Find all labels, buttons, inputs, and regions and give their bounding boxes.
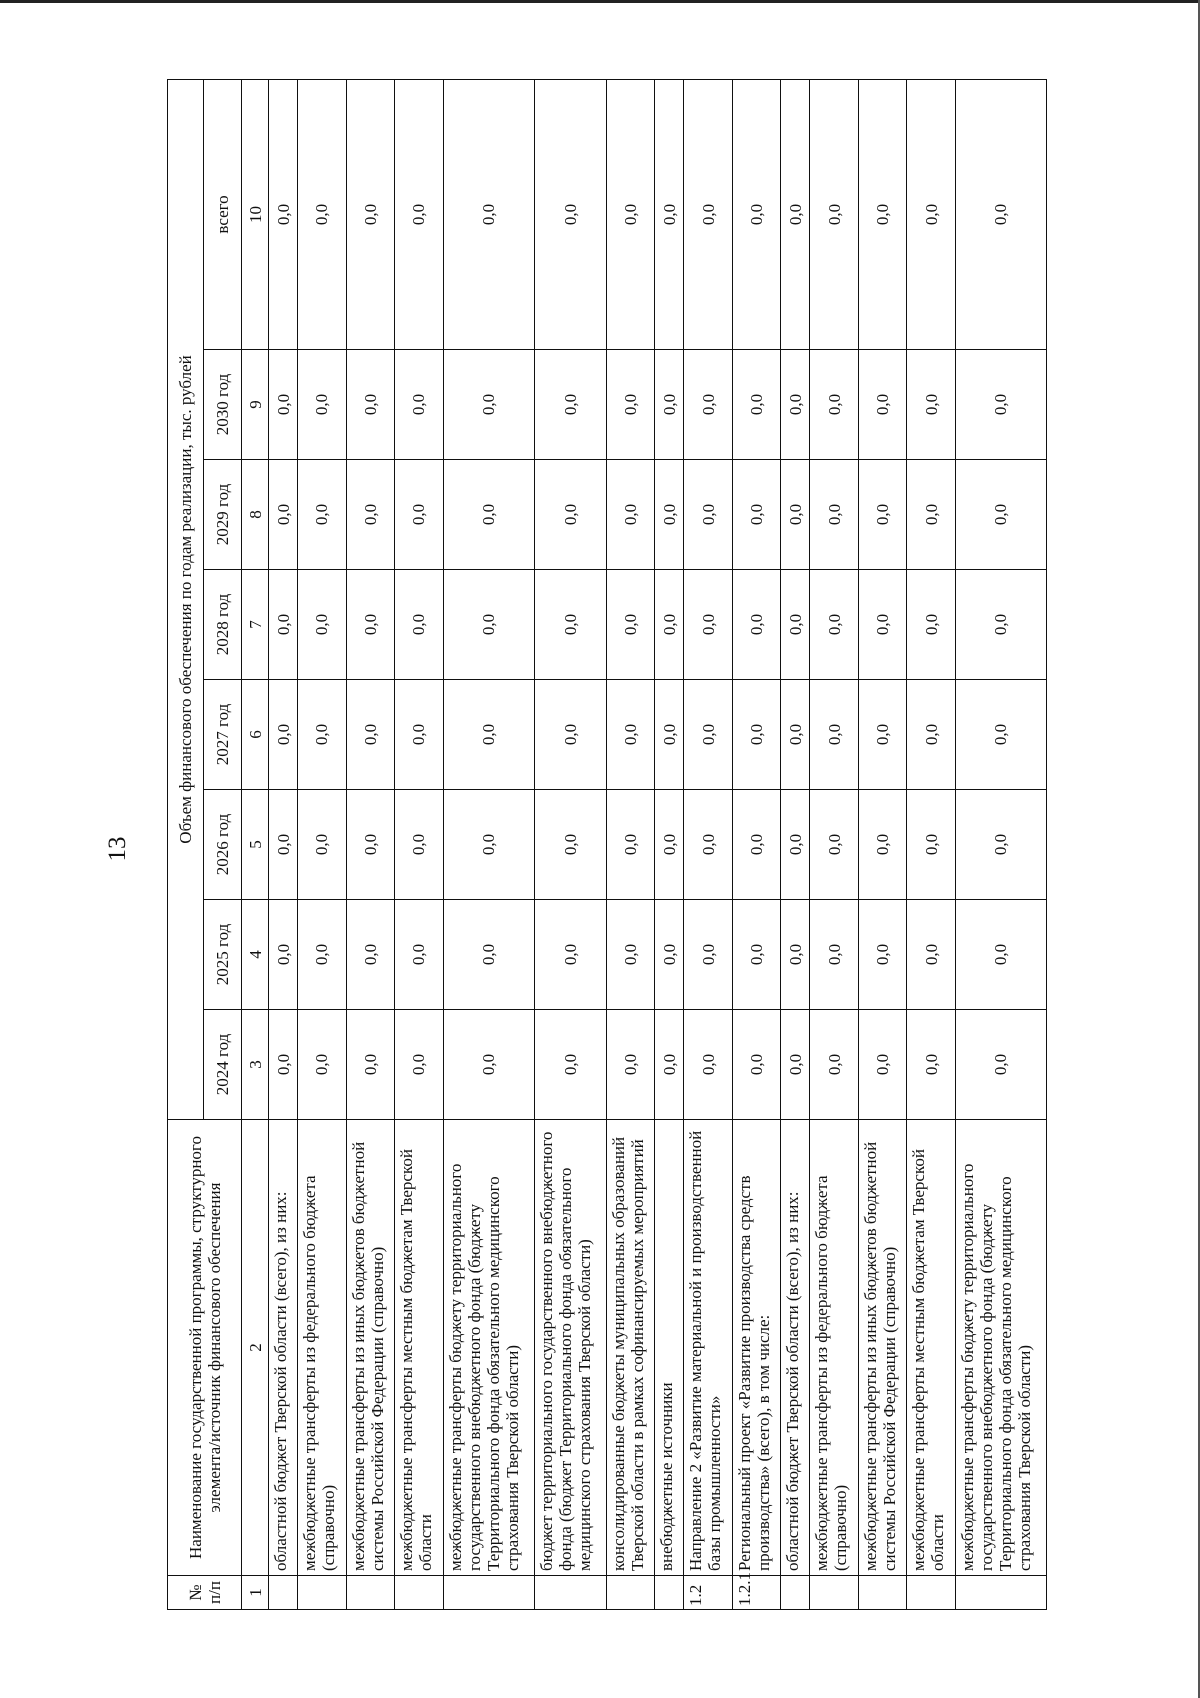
header-year: всего <box>204 79 242 349</box>
row-value: 0,0 <box>395 350 443 460</box>
row-value: 0,0 <box>346 790 394 900</box>
row-value: 0,0 <box>955 1010 1046 1120</box>
row-value: 0,0 <box>443 1010 534 1120</box>
row-value: 0,0 <box>395 1010 443 1120</box>
row-value: 0,0 <box>781 460 810 570</box>
row-index <box>606 1576 654 1610</box>
row-name: межбюджетные трансферты бюджету территориального государственного внебюджетного фонда (бюджету Территориального фонда обязательного медицинского страхования Тверской области) <box>955 1120 1046 1576</box>
table-row <box>858 79 906 1609</box>
row-value: 0,0 <box>298 350 346 460</box>
row-value: 0,0 <box>655 570 684 680</box>
row-value: 0,0 <box>655 350 684 460</box>
table-row <box>655 79 684 1609</box>
row-value: 0,0 <box>858 1010 906 1120</box>
row-name: межбюджетные трансферты из федерального бюджета (справочно) <box>298 1120 346 1576</box>
row-value: 0,0 <box>955 570 1046 680</box>
row-value: 0,0 <box>781 350 810 460</box>
row-value: 0,0 <box>395 460 443 570</box>
row-value: 0,0 <box>534 1010 606 1120</box>
column-number: 8 <box>242 460 269 570</box>
row-value: 0,0 <box>269 570 298 680</box>
row-name: Направление 2 «Развитие материальной и производственной базы промышленности» <box>684 1120 732 1576</box>
page-number: 13 <box>104 836 131 862</box>
row-value: 0,0 <box>810 900 858 1010</box>
row-value: 0,0 <box>534 790 606 900</box>
table-header <box>168 79 242 1609</box>
row-value: 0,0 <box>269 900 298 1010</box>
row-value: 0,0 <box>269 350 298 460</box>
table-row <box>907 79 955 1609</box>
row-index <box>781 1576 810 1610</box>
row-value: 0,0 <box>858 350 906 460</box>
table-row <box>732 79 780 1609</box>
row-value: 0,0 <box>443 900 534 1010</box>
row-value: 0,0 <box>655 900 684 1010</box>
row-index <box>443 1576 534 1610</box>
row-value: 0,0 <box>781 680 810 790</box>
table-row <box>955 79 1046 1609</box>
row-value: 0,0 <box>810 680 858 790</box>
row-value: 0,0 <box>858 79 906 349</box>
row-value: 0,0 <box>781 790 810 900</box>
table-body <box>242 79 1047 1609</box>
table-row <box>443 79 534 1609</box>
row-value: 0,0 <box>732 790 780 900</box>
row-value: 0,0 <box>858 790 906 900</box>
row-value: 0,0 <box>443 790 534 900</box>
row-value: 0,0 <box>298 1010 346 1120</box>
row-index: 1.2.1 <box>732 1576 780 1610</box>
row-index <box>655 1576 684 1610</box>
row-value: 0,0 <box>443 680 534 790</box>
header-year: 2028 год <box>204 570 242 680</box>
row-value: 0,0 <box>606 900 654 1010</box>
row-value: 0,0 <box>269 460 298 570</box>
header-year: 2024 год <box>204 1010 242 1120</box>
header-row-top <box>168 79 204 1609</box>
row-value: 0,0 <box>810 350 858 460</box>
column-number: 1 <box>242 1576 269 1610</box>
row-value: 0,0 <box>269 790 298 900</box>
row-value: 0,0 <box>732 570 780 680</box>
row-value: 0,0 <box>395 790 443 900</box>
row-value: 0,0 <box>955 790 1046 900</box>
row-value: 0,0 <box>955 900 1046 1010</box>
row-value: 0,0 <box>395 680 443 790</box>
row-value: 0,0 <box>298 680 346 790</box>
financing-table <box>167 79 1047 1610</box>
row-value: 0,0 <box>732 680 780 790</box>
row-value: 0,0 <box>732 1010 780 1120</box>
row-value: 0,0 <box>955 460 1046 570</box>
row-value: 0,0 <box>606 680 654 790</box>
table-row <box>534 79 606 1609</box>
row-value: 0,0 <box>907 460 955 570</box>
row-name: межбюджетные трансферты бюджету территориального государственного внебюджетного фонда (бюджету Территориального фонда обязательного медицинского страхования Тверской области) <box>443 1120 534 1576</box>
row-value: 0,0 <box>269 1010 298 1120</box>
table-row <box>606 79 654 1609</box>
row-value: 0,0 <box>858 570 906 680</box>
row-value: 0,0 <box>655 1010 684 1120</box>
row-value: 0,0 <box>269 680 298 790</box>
row-value: 0,0 <box>858 900 906 1010</box>
row-value: 0,0 <box>534 570 606 680</box>
row-name: Региональный проект «Развитие производства средств производства» (всего), в том числе: <box>732 1120 780 1576</box>
row-value: 0,0 <box>684 1010 732 1120</box>
row-value: 0,0 <box>781 900 810 1010</box>
column-number: 6 <box>242 680 269 790</box>
row-value: 0,0 <box>655 680 684 790</box>
row-value: 0,0 <box>810 790 858 900</box>
row-value: 0,0 <box>907 350 955 460</box>
row-value: 0,0 <box>443 460 534 570</box>
column-number: 7 <box>242 570 269 680</box>
row-value: 0,0 <box>781 570 810 680</box>
row-value: 0,0 <box>269 79 298 349</box>
row-value: 0,0 <box>955 79 1046 349</box>
row-value: 0,0 <box>655 460 684 570</box>
row-value: 0,0 <box>298 790 346 900</box>
row-value: 0,0 <box>684 680 732 790</box>
header-volume-group: Объем финансового обеспечения по годам реализации, тыс. рублей <box>168 79 204 1119</box>
row-value: 0,0 <box>907 1010 955 1120</box>
row-value: 0,0 <box>684 900 732 1010</box>
row-value: 0,0 <box>298 570 346 680</box>
row-value: 0,0 <box>346 1010 394 1120</box>
row-value: 0,0 <box>346 900 394 1010</box>
row-value: 0,0 <box>781 79 810 349</box>
row-value: 0,0 <box>907 900 955 1010</box>
row-value: 0,0 <box>346 570 394 680</box>
row-name: бюджет территориального государственного внебюджетного фонда (бюджет Территориального фонда обязательного медицинского страхования Тверской области) <box>534 1120 606 1576</box>
row-value: 0,0 <box>443 570 534 680</box>
column-number: 3 <box>242 1010 269 1120</box>
row-name: областной бюджет Тверской области (всего), из них: <box>781 1120 810 1576</box>
row-value: 0,0 <box>810 460 858 570</box>
row-name: межбюджетные трансферты из федерального бюджета (справочно) <box>810 1120 858 1576</box>
row-name: областной бюджет Тверской области (всего), из них: <box>269 1120 298 1576</box>
table-row <box>781 79 810 1609</box>
row-value: 0,0 <box>395 570 443 680</box>
row-value: 0,0 <box>810 570 858 680</box>
table-row <box>346 79 394 1609</box>
row-index <box>534 1576 606 1610</box>
row-value: 0,0 <box>907 790 955 900</box>
row-name: внебюджетные источники <box>655 1120 684 1576</box>
row-value: 0,0 <box>395 79 443 349</box>
row-index <box>858 1576 906 1610</box>
header-year: 2025 год <box>204 900 242 1010</box>
row-value: 0,0 <box>606 790 654 900</box>
row-index <box>810 1576 858 1610</box>
row-value: 0,0 <box>346 350 394 460</box>
row-value: 0,0 <box>606 460 654 570</box>
row-name: межбюджетные трансферты из иных бюджетов бюджетной системы Российской Федерации (справочно) <box>346 1120 394 1576</box>
rotated-table-wrapper <box>167 80 1047 1610</box>
row-value: 0,0 <box>684 790 732 900</box>
row-index <box>269 1576 298 1610</box>
row-value: 0,0 <box>298 900 346 1010</box>
header-year: 2029 год <box>204 460 242 570</box>
row-value: 0,0 <box>346 460 394 570</box>
table-row <box>298 79 346 1609</box>
row-index: 1.2 <box>684 1576 732 1610</box>
row-name: межбюджетные трансферты местным бюджетам Тверской области <box>907 1120 955 1576</box>
row-value: 0,0 <box>732 350 780 460</box>
row-value: 0,0 <box>781 1010 810 1120</box>
row-index <box>907 1576 955 1610</box>
row-value: 0,0 <box>655 790 684 900</box>
row-value: 0,0 <box>534 680 606 790</box>
scan-edge-top <box>0 0 1200 3</box>
row-value: 0,0 <box>684 460 732 570</box>
column-numbers-row <box>242 79 269 1609</box>
row-value: 0,0 <box>443 350 534 460</box>
row-value: 0,0 <box>606 350 654 460</box>
row-value: 0,0 <box>534 460 606 570</box>
row-value: 0,0 <box>346 680 394 790</box>
row-value: 0,0 <box>684 350 732 460</box>
column-number: 5 <box>242 790 269 900</box>
column-number: 10 <box>242 79 269 349</box>
row-value: 0,0 <box>907 570 955 680</box>
row-value: 0,0 <box>955 680 1046 790</box>
row-value: 0,0 <box>810 79 858 349</box>
column-number: 9 <box>242 350 269 460</box>
row-value: 0,0 <box>606 570 654 680</box>
row-value: 0,0 <box>534 79 606 349</box>
header-year: 2026 год <box>204 790 242 900</box>
table-row <box>684 79 732 1609</box>
row-value: 0,0 <box>907 79 955 349</box>
row-value: 0,0 <box>732 79 780 349</box>
row-value: 0,0 <box>955 350 1046 460</box>
table-row <box>395 79 443 1609</box>
row-value: 0,0 <box>858 460 906 570</box>
row-index <box>955 1576 1046 1610</box>
column-number: 2 <box>242 1120 269 1576</box>
row-value: 0,0 <box>298 460 346 570</box>
header-year: 2027 год <box>204 680 242 790</box>
row-name: межбюджетные трансферты местным бюджетам Тверской области <box>395 1120 443 1576</box>
row-value: 0,0 <box>298 79 346 349</box>
table-row <box>810 79 858 1609</box>
row-value: 0,0 <box>684 570 732 680</box>
header-index: № п/п <box>168 1576 242 1610</box>
row-value: 0,0 <box>858 680 906 790</box>
row-index <box>395 1576 443 1610</box>
row-value: 0,0 <box>346 79 394 349</box>
row-value: 0,0 <box>395 900 443 1010</box>
row-value: 0,0 <box>534 900 606 1010</box>
row-index <box>346 1576 394 1610</box>
header-name: Наименование государственной программы, структурного элемента/источник финансового обеспечения <box>168 1120 242 1576</box>
row-value: 0,0 <box>810 1010 858 1120</box>
row-name: межбюджетные трансферты из иных бюджетов бюджетной системы Российской Федерации (справочно) <box>858 1120 906 1576</box>
column-number: 4 <box>242 900 269 1010</box>
row-value: 0,0 <box>684 79 732 349</box>
row-name: консолидированные бюджеты муниципальных образований Тверской области в рамках софинансируемых мероприятий <box>606 1120 654 1576</box>
row-value: 0,0 <box>443 79 534 349</box>
row-index <box>298 1576 346 1610</box>
table-row <box>269 79 298 1609</box>
row-value: 0,0 <box>655 79 684 349</box>
row-value: 0,0 <box>534 350 606 460</box>
row-value: 0,0 <box>732 900 780 1010</box>
row-value: 0,0 <box>606 1010 654 1120</box>
row-value: 0,0 <box>732 460 780 570</box>
row-value: 0,0 <box>606 79 654 349</box>
row-value: 0,0 <box>907 680 955 790</box>
header-year: 2030 год <box>204 350 242 460</box>
